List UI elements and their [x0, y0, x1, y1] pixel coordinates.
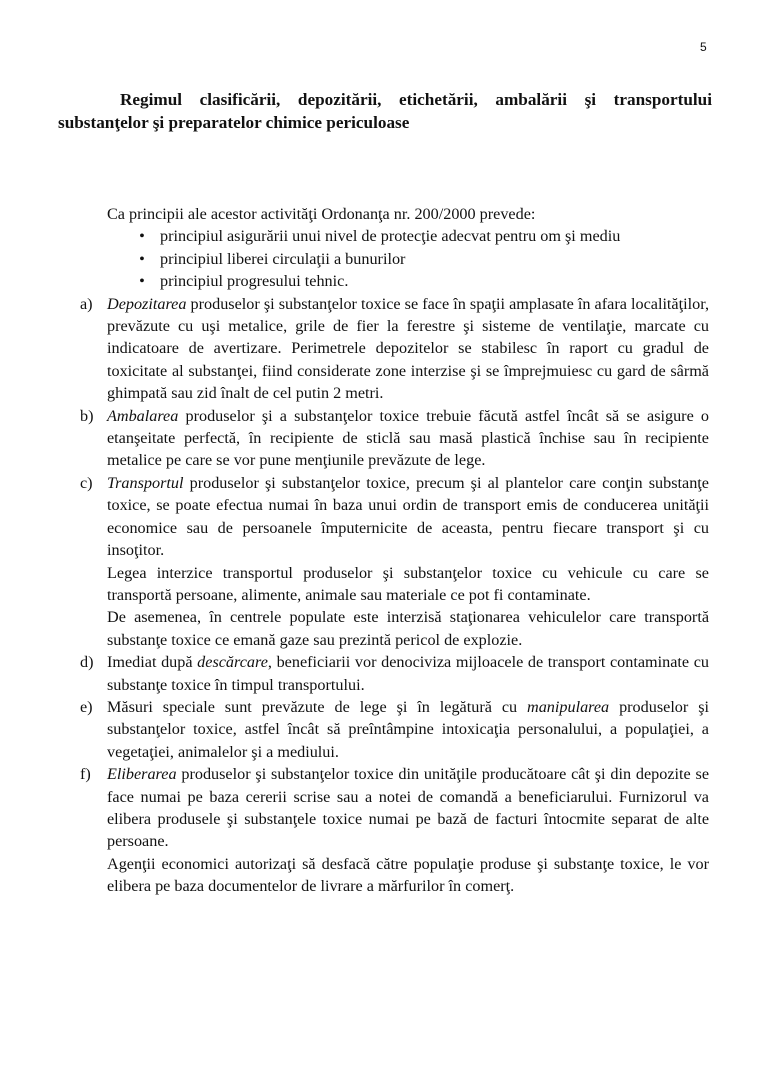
item-text: produselor şi substanţelor toxice, precum şi al plantelor care conţin substanţe toxice, se poate efectua numai în baza unui ordin de transport emis de conducerea unităţii economice sau de persoanele împuternicite de aceasta, pentru fiecare transport şi cu insoţitor.	[107, 473, 709, 560]
item-manipularea	[80, 696, 710, 763]
item-text: produselor şi substanţelor toxice din unităţile producătoare cât şi din depozite se face numai pe baza cererii scrise sau a notei de comandă a beneficiarului. Furnizorul va elibera produsele şi substanţele toxice numai pe bază de facturi întocmite separat de alte persoane.	[107, 765, 709, 851]
bullet-text: principiul progresului tehnic.	[160, 272, 349, 291]
item-transportul	[80, 472, 709, 651]
item-marker: a)	[80, 294, 93, 313]
item-paragraph	[107, 763, 709, 853]
item-descarcare	[80, 651, 709, 696]
bullet-icon: •	[139, 227, 145, 246]
list-item	[139, 270, 709, 292]
document-title: Regimul clasificării, depozitării, etichetării, ambalării şi transportului substanţelor şi preparatelor chimice periculoase	[58, 90, 712, 132]
item-term: descărcare	[197, 653, 268, 672]
item-marker: f)	[80, 765, 91, 784]
item-term: Eliberarea	[107, 765, 177, 784]
item-text: produselor şi a substanţelor toxice trebuie făcută astfel încât să se asigure o etanşeitate perfectă, în recipiente de sticlă sau masă plastică închise sau în recipiente metalice pe care se vor pune menţiunile prevăzute de lege.	[107, 406, 709, 470]
item-term: Ambalarea	[107, 406, 179, 425]
item-paragraph	[107, 405, 709, 472]
item-text: produselor şi substanţelor toxice se face în spaţii amplasate în afara localităţilor, prevăzute cu uşi metalice, grile de fier la ferestre şi sisteme de ventilaţie, marcate cu indicatoare de avertizare. Perimetrele depozitelor se stabilesc în raport cu gradul de toxicitate al substanţei, fiind considerate zone interzise şi se împrejmuiesc cu gard de sârmă ghimpată sau zid înalt de cel putin 2 metri.	[107, 294, 709, 403]
item-marker: c)	[80, 473, 93, 492]
list-item	[139, 248, 709, 270]
item-paragraph	[107, 293, 709, 405]
item-ambalarea	[80, 405, 709, 472]
item-marker: e)	[80, 697, 93, 716]
item-pre: Imediat după	[107, 653, 198, 672]
item-text: , beneficiarii vor denociviza mijloacele de transport contaminate cu substanţe toxice în timpul transportului.	[107, 653, 709, 694]
intro-paragraph: Ca principii ale acestor activităţi Ordonanţa nr. 200/2000 prevede:	[107, 205, 536, 223]
item-pre: Măsuri speciale sunt prevăzute de lege şi în legătură cu	[107, 697, 528, 716]
list-item	[139, 225, 709, 247]
item-eliberarea	[80, 763, 709, 897]
bullet-icon: •	[139, 249, 145, 268]
item-paragraph	[107, 472, 709, 562]
item-depozitarea	[80, 293, 709, 405]
document-body	[0, 203, 768, 898]
bullet-text: principiul liberei circulaţii a bunurilor	[160, 249, 406, 268]
item-paragraph-extra: Legea interzice transportul produselor şi substanţelor toxice cu vehicule cu care se transportă persoane, alimente, animale sau materiale ce pot fi contaminate.	[107, 563, 709, 604]
item-paragraph-extra: De asemenea, în centrele populate este interzisă staţionarea vehiculelor care transportă substanţe toxice ce emană gaze sau prezintă pericol de explozie.	[107, 608, 709, 649]
bullet-text: principiul asigurării unui nivel de protecţie adecvat pentru om şi mediu	[160, 227, 621, 246]
item-text: produselor şi substanţelor toxice, astfel încât să preîntâmpine intoxicaţia personalului, a populaţiei, a vegetaţiei, animalelor şi a mediului.	[107, 697, 710, 761]
item-term: manipularea	[527, 697, 610, 716]
page-number: 5	[700, 40, 707, 54]
bullet-icon: •	[139, 272, 145, 291]
item-paragraph	[107, 696, 709, 763]
principles-list	[0, 225, 768, 292]
item-term: Depozitarea	[107, 294, 187, 313]
item-paragraph-extra: Agenţii economici autorizaţi să desfacă către populaţie produse şi substanţe toxice, le vor elibera pe baza documentelor de livrare a mărfurilor în comerţ.	[107, 854, 709, 896]
item-marker: b)	[80, 406, 94, 425]
item-term: Transportul	[107, 473, 184, 492]
item-marker: d)	[80, 653, 94, 672]
item-paragraph	[107, 651, 709, 696]
